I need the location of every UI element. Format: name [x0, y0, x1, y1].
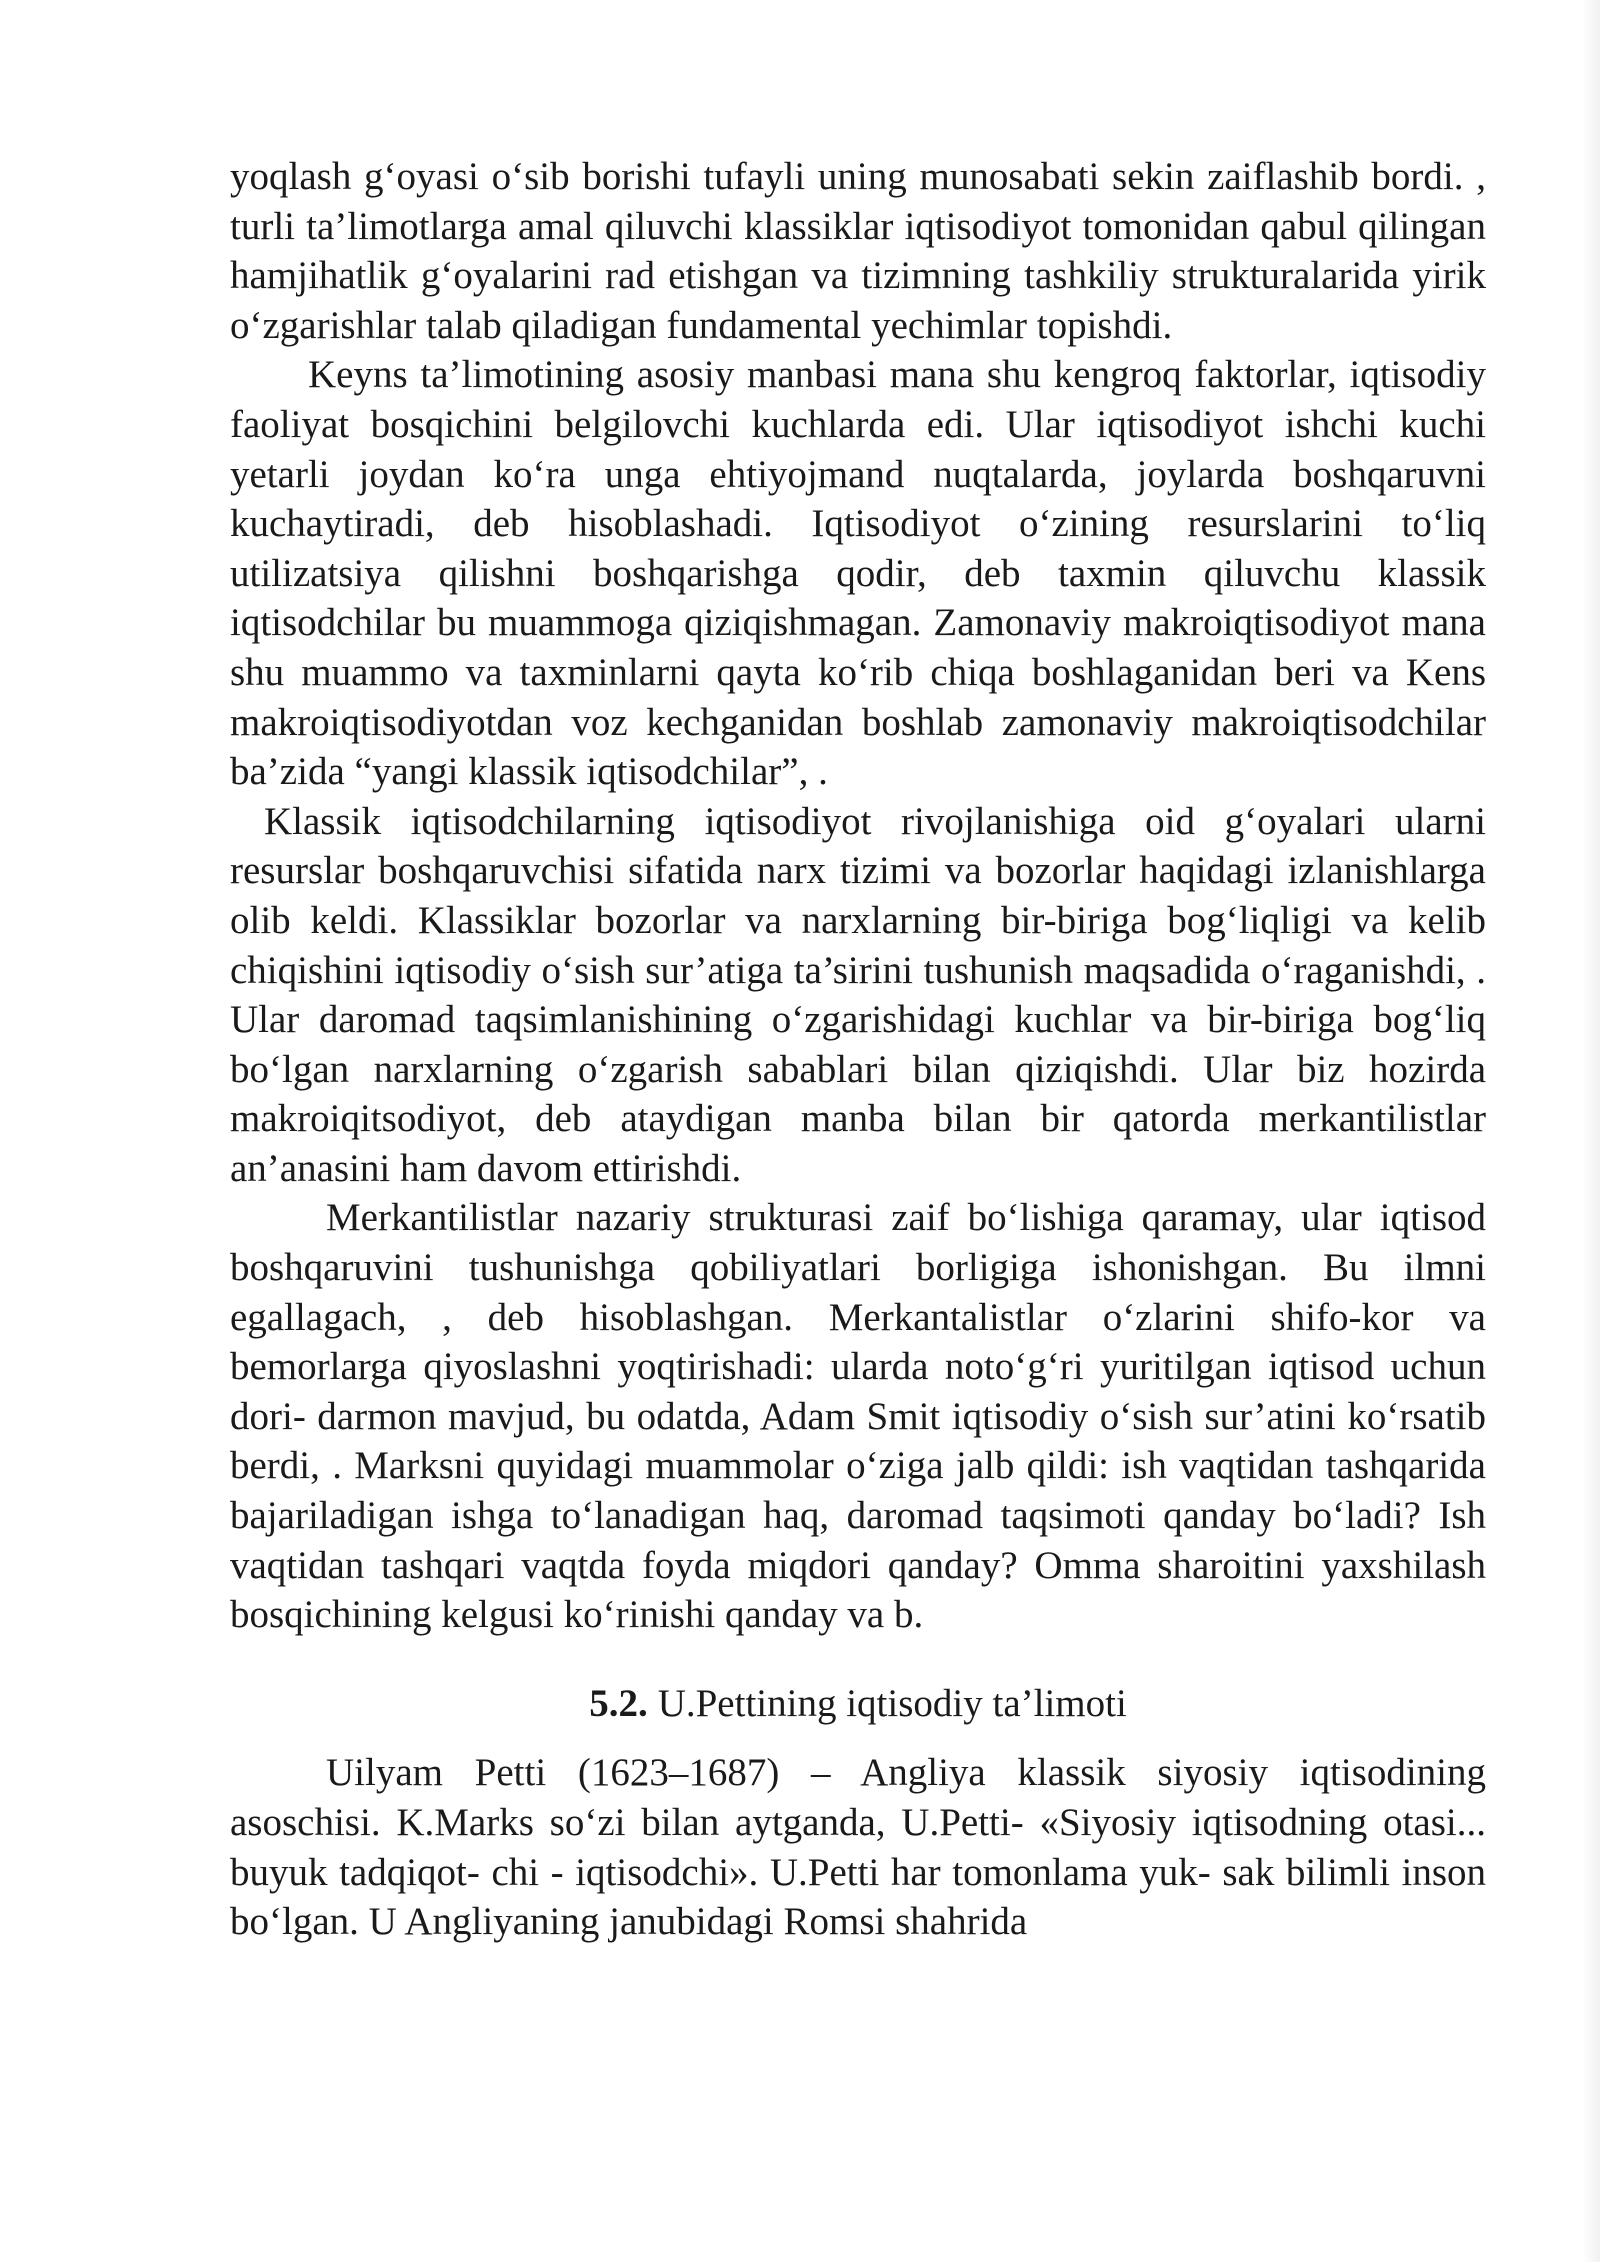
section-number: 5.2.	[589, 1681, 648, 1725]
paragraph-continuation: yoqlash g‘oyasi o‘sib borishi tufayli uning munosabati sekin zaiflashib bordi. , turli ta’limotlarga amal qiluvchi klassiklar iqtisodiyot tomonidan qabul qilingan hamjihatlik g‘oyalarini rad etishgan va tizimning tashkiliy strukturalarida yirik o‘zgarishlar talab qiladigan fundamental yechimlar topishdi.	[230, 155, 1486, 347]
paragraph-keyns: Keyns ta’limotining asosiy manbasi mana shu kengroq faktorlar, iqtisodiy faoliyat bosqichini belgilovchi kuchlarda edi. Ular iqtisodiyot ishchi kuchi yetarli joydan ko‘ra unga ehtiyojmand nuqtalarda, joylarda boshqaruvni kuchaytiradi, deb hisoblashadi. Iqtisodiyot o‘zining resurslarini to‘liq utilizatsiya qilishni boshqarishga qodir, deb taxmin qiluvchu klassik iqtisodchilar bu muammoga qiziqishmagan. Zamonaviy makroiqtisodiyot mana shu muammo va taxminlarni qayta ko‘rib chiqa boshlaganidan beri va Kens makroiqtisodiyotdan voz kechganidan boshlab zamonaviy makroiqtisodchilar ba’zida “yangi klassik iqtisodchilar”, .	[230, 353, 1486, 794]
paragraph-klassik: Klassik iqtisodchilarning iqtisodiyot rivojlanishiga oid g‘oyalari ularni resurslar boshqaruvchisi sifatida narx tizimi va bozorlar haqidagi izlanishlarga olib keldi. Klassiklar bozorlar va narxlarning bir-biriga bog‘liqligi va kelib chiqishini iqtisodiy o‘sish sur’atiga ta’sirini tushunish maqsadida o‘raganishdi, . Ular daromad taqsimlanishining o‘zgarishidagi kuchlar va bir-biriga bog‘liq bo‘lgan narxlarning o‘zgarish sabablari bilan qiziqishdi. Ular biz hozirda makroiqitsodiyot, deb ataydigan manba bilan bir qatorda merkantilistlar an’anasini ham davom ettirishdi.	[230, 799, 1486, 1190]
page-edge-shadow	[1582, 0, 1600, 2262]
section-title: U.Pettining iqtisodiy ta’limoti	[657, 1681, 1127, 1725]
paragraph-petti: Uilyam Petti (1623–1687) – Angliya klassik siyosiy iqtisodining asoschisi. K.Marks so‘zi bilan aytganda, U.Petti- «Siyosiy iqtisodning otasi... buyuk tadqiqot- chi - iqtisodchi». U.Petti har tomonlama yuk- sak bilimli inson bo‘lgan. U Angliyaning janubidagi Romsi shahrida	[230, 1751, 1486, 1944]
paragraph-merkantilistlar: Merkantilistlar nazariy strukturasi zaif bo‘lishiga qaramay, ular iqtisod boshqaruvini tushunishga qobiliyatlari borligiga ishonishgan. Bu ilmni egallagach, , deb hisoblashgan. Merkantalistlar o‘zlarini shifo-kor va bemorlarga qiyoslashni yoqtirishadi: ularda noto‘g‘ri yuritilgan iqtisod uchun dori- darmon mavjud, bu odatda, Adam Smit iqtisodiy o‘sish sur’atini ko‘rsatib berdi, . Marksni quyidagi muammolar o‘ziga jalb qildi: ish vaqtidan tashqarida bajariladigan ishga to‘lanadigan haq, daromad taqsimoti qanday bo‘ladi? Ish vaqtidan tashqari vaqtda foyda miqdori qanday? Omma sharoitini yaxshilash bosqichining kelgusi ko‘rinishi qanday va b.	[230, 1196, 1486, 1637]
section-heading	[230, 1679, 1486, 1729]
page-text-body	[230, 152, 1486, 1947]
